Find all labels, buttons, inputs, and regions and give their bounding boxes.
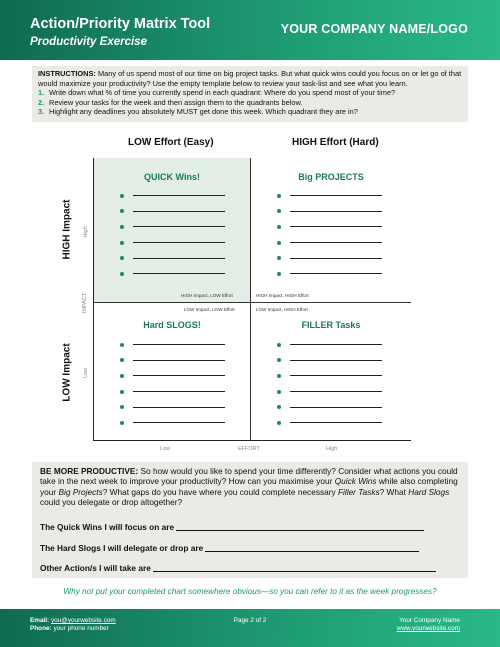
write-in-line[interactable] <box>290 344 382 345</box>
y-axis-title: IMPACT <box>82 292 88 314</box>
list-item <box>277 204 382 220</box>
list-item <box>120 235 225 251</box>
list-item <box>120 250 225 266</box>
column-heading-high-effort: HIGH Effort (Hard) <box>292 137 379 148</box>
y-axis-high-label: High <box>83 226 89 238</box>
write-in-line[interactable] <box>133 211 225 212</box>
list-item <box>120 204 225 220</box>
action-prompt: The Quick Wins I will focus on are <box>40 522 175 532</box>
instructions-label: INSTRUCTIONS: <box>38 69 96 78</box>
filler-tasks-title: FILLER Tasks <box>301 320 361 330</box>
step-number: 1. <box>38 88 45 98</box>
step-text: Write down what % of time you currently spend in each quadrant: Where do you spend most of your time? <box>49 88 396 98</box>
instruction-step <box>38 88 462 98</box>
quick-wins-corner-label: HIGH Impact, LOW Effort <box>181 293 233 298</box>
phone-value: your phone number <box>53 625 109 632</box>
quick-wins-title: QUICK Wins! <box>144 172 200 182</box>
big-projects-title: Big PROJECTS <box>298 172 364 182</box>
page-footer <box>0 609 500 647</box>
bullet-icon <box>277 374 281 378</box>
write-in-line[interactable] <box>133 195 225 196</box>
list-item <box>277 337 382 353</box>
write-in-line[interactable] <box>176 530 424 531</box>
question-text: could you delegate or drop altogether? <box>40 497 183 508</box>
question-emphasis: Big Projects <box>58 486 103 497</box>
row-heading-high-impact: HIGH Impact <box>61 199 73 260</box>
write-in-line[interactable] <box>133 407 225 408</box>
phone-label: Phone: <box>30 625 52 632</box>
hard-slogs-list <box>120 337 225 431</box>
big-projects-corner-label: HIGH Impact, HIGH Effort <box>256 293 309 298</box>
question-emphasis: Hard Slogs <box>408 486 450 497</box>
list-item <box>277 353 382 369</box>
write-in-line[interactable] <box>153 571 436 572</box>
step-number: 2. <box>38 97 45 107</box>
list-item <box>120 266 225 282</box>
productivity-box <box>32 462 468 578</box>
bullet-icon <box>120 421 124 425</box>
list-item <box>120 384 225 400</box>
write-in-line[interactable] <box>133 242 225 243</box>
page-subtitle: Productivity Exercise <box>30 36 147 48</box>
write-in-line[interactable] <box>290 407 382 408</box>
column-heading-low-effort: LOW Effort (Easy) <box>128 137 214 148</box>
bullet-icon <box>120 343 124 347</box>
instruction-step <box>38 98 462 108</box>
quick-wins-action-row <box>40 522 424 532</box>
email-label: Email: <box>30 617 50 624</box>
list-item <box>120 415 225 431</box>
big-projects-list <box>277 188 382 282</box>
write-in-line[interactable] <box>133 391 225 392</box>
write-in-line[interactable] <box>290 226 382 227</box>
bullet-icon <box>277 194 281 198</box>
bullet-icon <box>277 343 281 347</box>
page-title: Action/Priority Matrix Tool <box>30 16 211 32</box>
question-text: ? What gaps do you have where you could complete necessary <box>102 486 336 497</box>
x-axis-title: EFFORT <box>238 446 260 452</box>
bullet-icon <box>277 209 281 213</box>
list-item <box>277 415 382 431</box>
y-axis-low-label: Low <box>83 367 89 379</box>
closing-tip: Why not put your completed chart somewhere obvious—so you can refer to it as the week progresses? <box>63 587 437 596</box>
hard-slogs-corner-label: LOW Impact, LOW Effort <box>184 307 235 312</box>
write-in-line[interactable] <box>290 211 382 212</box>
page-header <box>0 0 500 60</box>
x-axis-low-label: Low <box>160 446 171 452</box>
bullet-icon <box>277 421 281 425</box>
bullet-icon <box>120 194 124 198</box>
bullet-icon <box>277 225 281 229</box>
y-axis-line <box>93 158 94 441</box>
bullet-icon <box>277 272 281 276</box>
website-link[interactable]: www.yourwebsite.com <box>396 625 460 632</box>
footer-company-name: Your Company Name <box>399 617 460 624</box>
list-item <box>277 399 382 415</box>
question-emphasis: Filler Tasks <box>337 486 380 497</box>
footer-company <box>397 617 460 633</box>
bullet-icon <box>277 256 281 260</box>
bullet-icon <box>120 390 124 394</box>
question-text: So how would you like to spend your time differently? Consider what actions you could take in the next week to improve your productivity? How can you maximise your <box>40 466 458 487</box>
write-in-line[interactable] <box>290 375 382 376</box>
write-in-line[interactable] <box>133 344 225 345</box>
list-item <box>120 188 225 204</box>
bullet-icon <box>277 405 281 409</box>
filler-tasks-list <box>277 337 382 431</box>
instruction-step <box>38 107 462 117</box>
bullet-icon <box>120 272 124 276</box>
productivity-question <box>40 466 460 508</box>
action-prompt: Other Action/s I will take are <box>40 563 151 573</box>
write-in-line[interactable] <box>133 273 225 274</box>
list-item <box>120 399 225 415</box>
other-actions-row <box>40 563 436 573</box>
bullet-icon <box>120 405 124 409</box>
bullet-icon <box>120 358 124 362</box>
list-item <box>277 266 382 282</box>
list-item <box>277 384 382 400</box>
write-in-line[interactable] <box>133 258 225 259</box>
bullet-icon <box>120 256 124 260</box>
list-item <box>120 368 225 384</box>
hard-slogs-title: Hard SLOGS! <box>143 320 201 330</box>
question-emphasis: Quick Wins <box>334 476 377 487</box>
write-in-line[interactable] <box>290 242 382 243</box>
write-in-line[interactable] <box>290 195 382 196</box>
email-link[interactable]: you@yourwebsite.com <box>50 617 116 624</box>
step-text: Highlight any deadlines you absolutely MUST get done this week. Which quadrant they are in? <box>49 107 358 117</box>
question-text: ? What <box>379 486 406 497</box>
hard-slogs-action-row <box>40 543 419 553</box>
write-in-line[interactable] <box>290 422 382 423</box>
x-axis-line <box>93 440 411 441</box>
write-in-line[interactable] <box>133 422 225 423</box>
bullet-icon <box>120 209 124 213</box>
list-item <box>277 368 382 384</box>
list-item <box>277 219 382 235</box>
bullet-icon <box>120 374 124 378</box>
productivity-label: BE MORE PRODUCTIVE: <box>40 466 139 476</box>
write-in-line[interactable] <box>133 226 225 227</box>
list-item <box>277 235 382 251</box>
instructions-box <box>32 66 468 122</box>
instructions-lead <box>38 69 462 88</box>
list-item <box>120 337 225 353</box>
list-item <box>277 250 382 266</box>
list-item <box>120 219 225 235</box>
page-number: Page 2 of 2 <box>233 617 267 624</box>
quadrant-divider-horizontal <box>93 302 411 303</box>
write-in-line[interactable] <box>133 375 225 376</box>
list-item <box>277 188 382 204</box>
write-in-line[interactable] <box>133 360 225 361</box>
step-text: Review your tasks for the week and then assign them to the quadrants below. <box>49 97 303 107</box>
quadrant-divider-vertical <box>250 158 251 441</box>
bullet-icon <box>277 390 281 394</box>
step-number: 3. <box>38 107 45 117</box>
write-in-line[interactable] <box>290 273 382 274</box>
action-prompt: The Hard Slogs I will delegate or drop are <box>40 543 204 553</box>
quick-wins-list <box>120 188 225 282</box>
instructions-text: Many of us spend most of our time on big project tasks. But what quick wins could you focus on or let go of that would maximize your productivity? Use the empty template below to review your task-list and see what you learn. <box>38 69 462 88</box>
bullet-icon <box>277 241 281 245</box>
write-in-line[interactable] <box>205 551 419 552</box>
list-item <box>120 353 225 369</box>
write-in-line[interactable] <box>290 391 382 392</box>
write-in-line[interactable] <box>290 360 382 361</box>
company-logo-placeholder: YOUR COMPANY NAME/LOGO <box>280 22 468 36</box>
filler-tasks-corner-label: LOW Impact, HIGH Effort <box>256 307 308 312</box>
bullet-icon <box>120 225 124 229</box>
x-axis-high-label: High <box>326 446 338 452</box>
write-in-line[interactable] <box>290 258 382 259</box>
question-text: while also completing your <box>40 476 458 497</box>
bullet-icon <box>120 241 124 245</box>
row-heading-low-impact: LOW Impact <box>61 343 73 402</box>
bullet-icon <box>277 358 281 362</box>
